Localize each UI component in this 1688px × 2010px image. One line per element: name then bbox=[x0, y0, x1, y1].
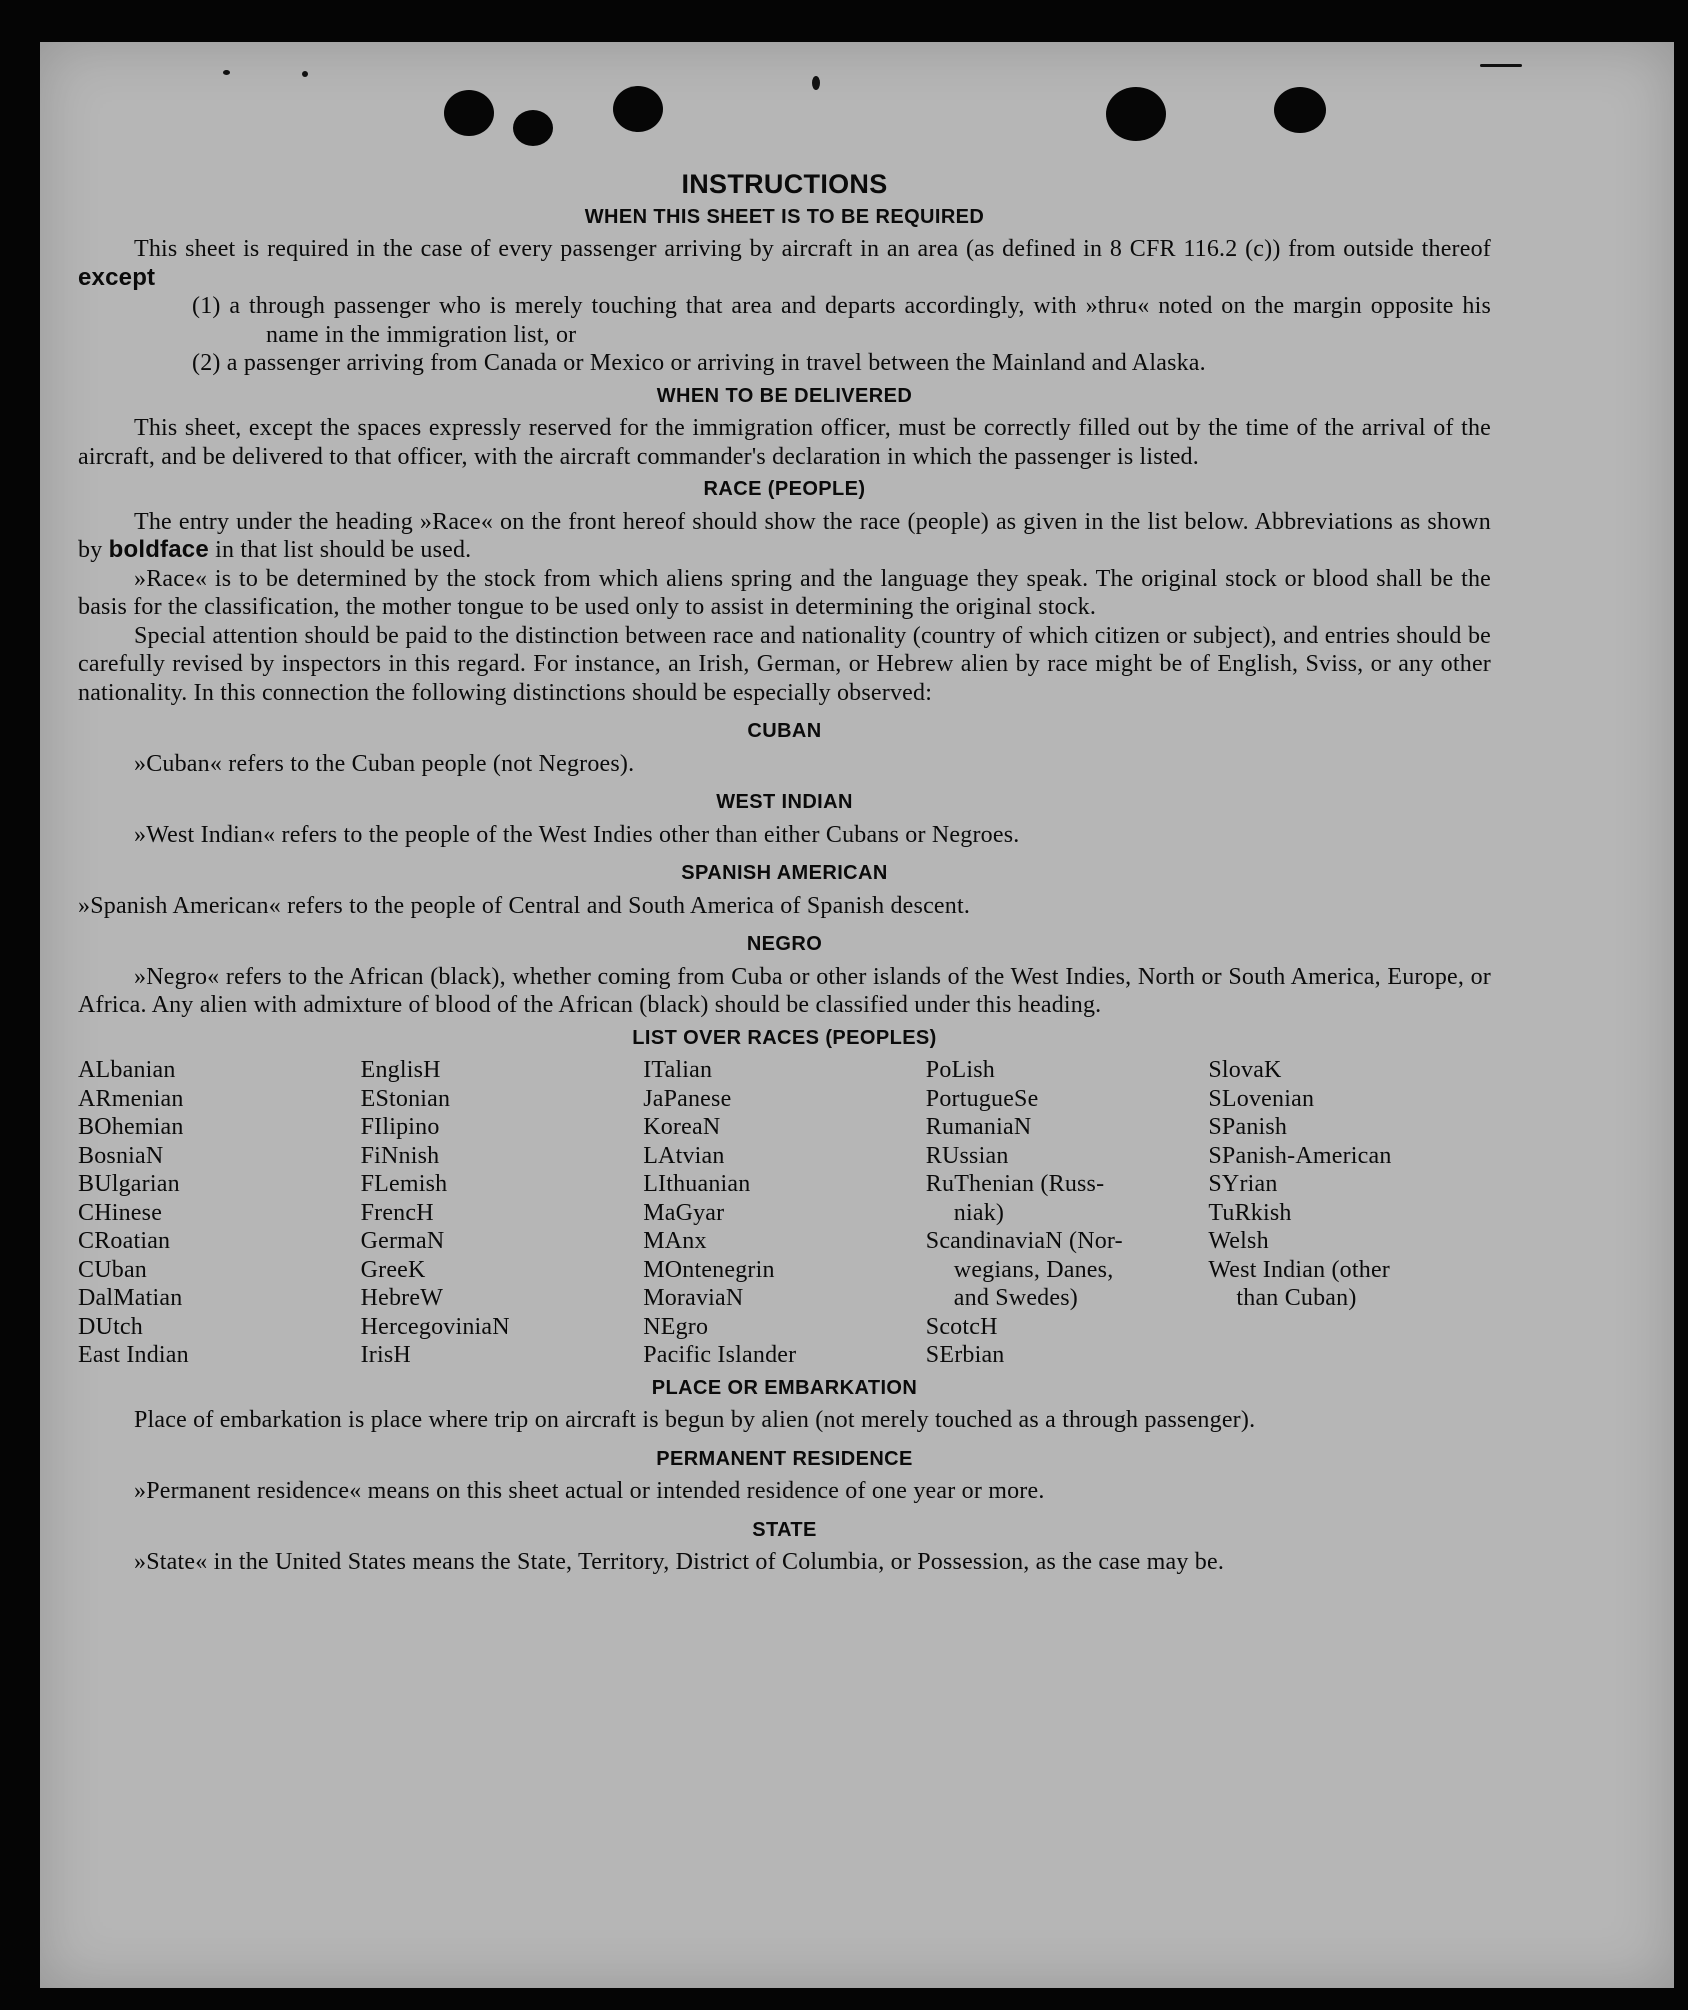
race-list-item: SlovaK bbox=[1208, 1057, 1282, 1083]
race-list-item: East Indian bbox=[78, 1342, 189, 1368]
race-list-item: IrisH bbox=[360, 1342, 411, 1368]
race-list-item: PoLish bbox=[925, 1057, 995, 1083]
race-p1-b: in that list should be used. bbox=[208, 537, 472, 563]
race-list-item: EnglisH bbox=[360, 1057, 441, 1083]
race-list-item: HebreW bbox=[360, 1285, 444, 1311]
race-list-item: SPanish bbox=[1208, 1114, 1288, 1140]
race-list-item: RumaniaN bbox=[925, 1114, 1032, 1140]
state-text: »State« in the United States means the State, Territory, District of Columbia, or Possession, as the case may be. bbox=[134, 1549, 1225, 1575]
race-list-item: EStonian bbox=[360, 1085, 451, 1112]
race-list-item: ARmenian bbox=[78, 1085, 184, 1112]
race-list-item: CRoatian bbox=[78, 1228, 171, 1254]
punch-hole bbox=[613, 86, 663, 132]
punch-hole bbox=[444, 90, 494, 136]
race-column bbox=[78, 1056, 361, 1370]
race-list-item: TuRkish bbox=[1208, 1199, 1292, 1226]
section-heading-negro: NEGRO bbox=[746, 933, 823, 955]
race-list-item: and Swedes) bbox=[953, 1285, 1078, 1311]
boldface-bold: boldface bbox=[108, 536, 209, 563]
race-column bbox=[926, 1056, 1209, 1370]
race-list-item: RuThenian (Russ- bbox=[925, 1171, 1105, 1197]
race-p1-a: The entry under the heading »Race« on the front hereof should show the race (people) as given in the list below. Abbreviations as shown by bbox=[78, 508, 1491, 563]
west-indian-text: »West Indian« refers to the people of the West Indies other than either Cubans or Negroes. bbox=[134, 821, 1020, 848]
race-paragraph-1 bbox=[78, 508, 1491, 565]
section-heading-state: STATE bbox=[752, 1518, 817, 1541]
race-list-item: than Cuban) bbox=[1236, 1285, 1357, 1311]
race-paragraph-2: »Race« is to be determined by the stock from which aliens spring and the language they speak. The original stock or blood shall be the basis for the classification, the mother tongue to be used only to assist in determining the original stock. bbox=[78, 565, 1491, 620]
race-list-item: FIlipino bbox=[360, 1114, 440, 1140]
spanish-american-text: »Spanish American« refers to the people of Central and South America of Spanish descent. bbox=[78, 892, 971, 919]
race-list-item: DalMatian bbox=[78, 1285, 183, 1311]
ink-speck bbox=[302, 71, 308, 77]
race-list-item: KoreaN bbox=[643, 1114, 721, 1140]
race-list-item: CUban bbox=[78, 1256, 147, 1283]
race-list-item: niak) bbox=[953, 1199, 1005, 1226]
race-list-item: Pacific Islander bbox=[643, 1342, 797, 1368]
section-heading-cuban: CUBAN bbox=[747, 720, 822, 742]
race-list-item: ALbanian bbox=[78, 1057, 176, 1083]
race-list-item: GermaN bbox=[360, 1228, 445, 1254]
exception-item-1: (1) a through passenger who is merely touching that area and departs accordingly, with »thru« noted on the margin opposite his name in the immigration list, or bbox=[192, 293, 1491, 348]
race-column bbox=[361, 1056, 644, 1370]
section-heading-race: RACE (PEOPLE) bbox=[703, 478, 866, 500]
race-paragraph-3: Special attention should be paid to the distinction between race and nationality (country of which citizen or subject), and entries should be carefully revised by inspectors in this regard. For instance, an Irish, German, or Hebrew alien by race might be of English, Sviss, or any other nationality. In this connection the following distinctions should be especially observed: bbox=[78, 622, 1491, 706]
race-list-item: BosniaN bbox=[78, 1142, 164, 1169]
except-bold: except bbox=[78, 263, 156, 291]
section-heading-west-indian: WEST INDIAN bbox=[716, 791, 853, 813]
cuban-text: »Cuban« refers to the Cuban people (not Negroes). bbox=[134, 750, 635, 777]
when-delivered-text: This sheet, except the spaces expressly reserved for the immigration officer, must be correctly filled out by the time of the arrival of the aircraft, and be delivered to that officer, with the aircraft commander's declaration in which the passenger is listed. bbox=[78, 415, 1491, 470]
exception-item-2: (2) a passenger arriving from Canada or Mexico or arriving in travel between the Mainland and Alaska. bbox=[192, 350, 1206, 376]
race-list-item: JaPanese bbox=[643, 1085, 732, 1112]
race-list-item: ITalian bbox=[643, 1057, 713, 1083]
race-list-item: BUlgarian bbox=[78, 1171, 180, 1197]
race-list-item: PortugueSe bbox=[925, 1085, 1039, 1112]
race-list-item: MAnx bbox=[643, 1228, 707, 1254]
race-list-item: ScandinaviaN (Nor- bbox=[925, 1228, 1123, 1254]
race-list-item: West Indian (other bbox=[1208, 1256, 1390, 1283]
race-list-item: DUtch bbox=[78, 1313, 143, 1340]
race-list-item: MoraviaN bbox=[643, 1285, 744, 1311]
race-list-item: SYrian bbox=[1208, 1171, 1278, 1197]
race-list-item: SErbian bbox=[925, 1342, 1005, 1368]
race-list-item: ScotcH bbox=[925, 1313, 998, 1340]
race-list-item: NEgro bbox=[643, 1313, 709, 1340]
race-list-item: GreeK bbox=[360, 1256, 426, 1283]
section-heading-residence: PERMANENT RESIDENCE bbox=[656, 1447, 913, 1470]
residence-text: »Permanent residence« means on this sheet actual or intended residence of one year or more. bbox=[134, 1478, 1045, 1504]
punch-hole bbox=[1274, 87, 1326, 133]
section-heading-when-required: WHEN THIS SHEET IS TO BE REQUIRED bbox=[584, 205, 985, 228]
section-heading-embarkation: PLACE OR EMBARKATION bbox=[651, 1376, 918, 1399]
race-list-item: wegians, Danes, bbox=[953, 1256, 1114, 1283]
race-list-item: HercegoviniaN bbox=[360, 1313, 510, 1340]
race-list-item: SPanish-American bbox=[1208, 1142, 1392, 1169]
race-list-item: LIthuanian bbox=[643, 1171, 751, 1197]
race-column bbox=[643, 1056, 926, 1370]
embarkation-text: Place of embarkation is place where trip on aircraft is begun by alien (not merely touched as a through passenger). bbox=[134, 1407, 1256, 1433]
race-list-item: SLovenian bbox=[1208, 1085, 1315, 1112]
ink-speck bbox=[1480, 64, 1522, 67]
race-list-item: RUssian bbox=[925, 1142, 1009, 1169]
race-list-item: FiNnish bbox=[360, 1142, 440, 1169]
race-list-item: MaGyar bbox=[643, 1199, 725, 1226]
ink-speck bbox=[223, 70, 230, 75]
race-list-item: FLemish bbox=[360, 1171, 448, 1197]
document-sheet bbox=[40, 42, 1674, 1988]
race-column bbox=[1208, 1056, 1491, 1370]
when-required-text bbox=[78, 235, 1491, 292]
race-list bbox=[78, 1056, 1491, 1370]
instructions-body bbox=[78, 170, 1491, 1577]
race-list-item: LAtvian bbox=[643, 1142, 725, 1169]
race-list-item: FrencH bbox=[360, 1199, 434, 1226]
race-list-item: MOntenegrin bbox=[643, 1256, 775, 1283]
section-heading-race-list: LIST OVER RACES (PEOPLES) bbox=[632, 1026, 937, 1049]
section-heading-spanish-american: SPANISH AMERICAN bbox=[681, 862, 888, 884]
race-list-item: BOhemian bbox=[78, 1114, 184, 1140]
punch-hole bbox=[513, 110, 553, 146]
negro-text: »Negro« refers to the African (black), whether coming from Cuba or other islands of the West Indies, North or South America, Europe, or Africa. Any alien with admixture of blood of the African (black) should be classified under this heading. bbox=[78, 963, 1491, 1018]
race-list-item: CHinese bbox=[78, 1199, 163, 1226]
when-required-text-a: This sheet is required in the case of every passenger arriving by aircraft in an area (as defined in 8 CFR 116.2 (c)) from outside thereof bbox=[134, 236, 1491, 262]
ink-speck bbox=[812, 76, 820, 90]
race-list-item: Welsh bbox=[1208, 1228, 1269, 1254]
punch-hole bbox=[1106, 87, 1166, 141]
page-title: INSTRUCTIONS bbox=[681, 169, 888, 199]
section-heading-when-delivered: WHEN TO BE DELIVERED bbox=[656, 384, 913, 407]
